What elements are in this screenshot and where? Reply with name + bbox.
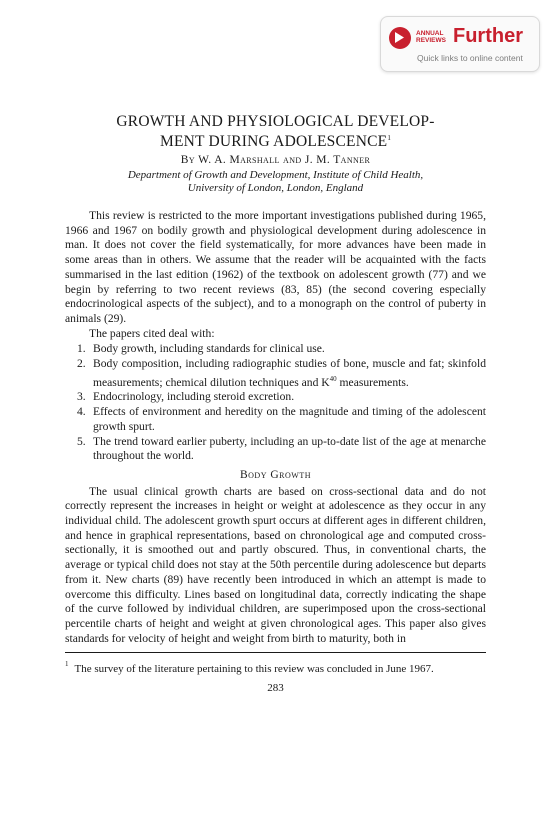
- article-body: [65, 209, 486, 646]
- affiliation-line-2: University of London, London, England: [187, 182, 364, 194]
- annual-reviews-logo-icon: [389, 27, 411, 49]
- intro-paragraph: This review is restricted to the more important investigations published during 1965, 1966 and 1967 on bodily growth and physiological development during adolescence in man. It does not cover the field systematically, for more advances have been made in some areas than in others. We assume that the reader will be acquainted with the facts summarised in the last edition (1962) of the textbook on adolescent growth (77) and we begin by referring to two recent reviews (83, 85) (the second covering especially endocrinological aspects of the subject), and to a monograph on the control of puberty in animals (29).: [65, 209, 486, 325]
- article-title: [65, 113, 486, 150]
- list-item: 4. Effects of environment and heredity on the magnitude and timing of the adolescent growth spurt.: [77, 405, 486, 433]
- title-line-2: MENT DURING ADOLESCENCE: [159, 133, 388, 150]
- topics-list: [65, 342, 486, 464]
- badge-subtitle: Quick links to online content: [417, 53, 523, 63]
- list-item: 2. Body composition, including radiographic studies of bone, muscle and fat; skinfold measurements; chemical dilution techniques and $K^{40}$ measurements.: [77, 357, 486, 389]
- footnote-marker: 1: [65, 660, 69, 669]
- affiliation-line-1: Department of Growth and Development, Institute of Child Health,: [127, 169, 424, 181]
- badge-publisher-label: ANNUAL REVIEWS: [416, 30, 446, 44]
- list-item: 3. Endocrinology, including steroid excretion.: [77, 390, 295, 404]
- article-affiliation: [65, 169, 486, 195]
- section-paragraph: The usual clinical growth charts are based on cross-sectional data and do not correctly represent the increases in height or weight at adolescence as they occur in any individual child. The adolescent growth spurt occurs at different ages in different children, and hence in graphical representations, based on chronological age and computed cross-sectionally, it is smoothed out and partly obscured. Thus, in conventional charts, the average or typical child does not stay at the 50th percentile during adolescence but departs from it. New charts (89) have recently been introduced in which an attempt is made to overcome this difficulty. Lines based on longitudinal data, correctly indicating the shape of the curve followed by individual children, are superimposed upon the cross-sectional percentile charts of height and weight at given chronological ages. This paper also gives standards for velocity of height and weight from birth to maturity, both in: [65, 484, 486, 645]
- footnote-divider: [65, 652, 486, 653]
- further-links-badge[interactable]: [380, 16, 540, 72]
- badge-brand: Further: [453, 25, 523, 47]
- cited-intro: The papers cited deal with:: [89, 326, 215, 340]
- title-line-1: GROWTH AND PHYSIOLOGICAL DEVELOP-: [116, 113, 435, 130]
- footnote: [65, 657, 486, 676]
- article-authors: By W. A. Marshall and J. M. Tanner: [180, 154, 371, 166]
- article-page: [65, 113, 486, 694]
- list-item: 1. Body growth, including standards for clinical use.: [77, 342, 325, 356]
- title-footnote-marker: 1: [387, 134, 392, 142]
- footnote-text: The survey of the literature pertaining to this review was concluded in June 1967.: [74, 663, 434, 676]
- list-item: 5. The trend toward earlier puberty, including an up-to-date list of the age at menarche throughout the world.: [77, 434, 486, 463]
- section-heading: Body Growth: [239, 468, 311, 481]
- page-number: 283: [267, 682, 284, 695]
